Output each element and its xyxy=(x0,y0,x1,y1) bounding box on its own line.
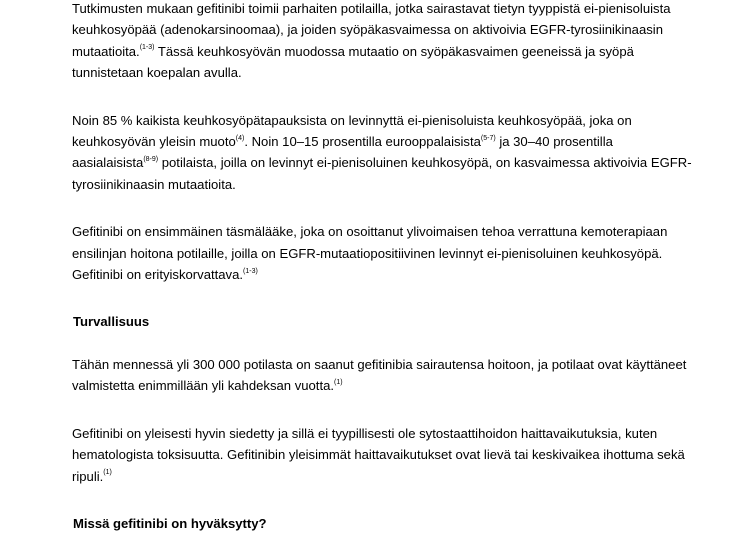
text-line: Gefitinibi on erityiskorvattava.$^{(1-3)}$ xyxy=(72,267,258,283)
paragraph-mutations xyxy=(72,0,712,84)
citation: (1) xyxy=(103,469,112,477)
heading-approval: Missä gefitinibi on hyväksytty? xyxy=(73,515,267,531)
text-line: Tutkimusten mukaan gefitinibi toimii parhaiten potilailla, jotka sairastavat tietyn tyyppistä ei-pienisoluista xyxy=(72,1,671,16)
citation: (4) xyxy=(235,134,245,142)
paragraph-efficacy xyxy=(72,221,712,285)
paragraph-side-effects xyxy=(72,423,712,487)
text-line: keuhkosyöpää (adenokarsinoomaa), ja joiden syöpäkasvaimessa on aktivoivia EGFR-tyrosiinikinaasin xyxy=(72,22,663,38)
paragraph-prevalence xyxy=(72,110,712,196)
citation: (1-3) xyxy=(243,267,258,275)
text-line: ripuli.$^{(1)}$ xyxy=(72,468,112,484)
text-line: tyrosiinikinaasin mutaatioita. xyxy=(72,176,236,192)
text-line: valmistetta enimmillään yli kahdeksan vuotta.$^{(1)}$ xyxy=(72,378,343,394)
citation: (8-9) xyxy=(143,156,159,164)
text-line: tunnistetaan koepalan avulla. xyxy=(72,65,242,81)
text-line: hematologista toksisuutta. Gefitinibin yleisimmät haittavaikutukset ovat lievä tai keskivaikea ihottuma sekä xyxy=(72,447,685,463)
document-page xyxy=(72,0,712,534)
heading-safety: Turvallisuus xyxy=(73,314,150,330)
citation: (5-7) xyxy=(480,134,496,142)
text-line: Gefitinibi on ensimmäinen täsmälääke, joka on osoittanut ylivoimaisen tehoa verrattuna kemoterapiaan xyxy=(72,224,668,240)
paragraph-patients-treated xyxy=(72,354,712,397)
text-line: Gefitinibi on yleisesti hyvin siedetty ja sillä ei tyypillisesti ole sytostaattihoidon haittavaikutuksia, kuten xyxy=(72,425,658,441)
text-line: Noin 85 % kaikista keuhkosyöpätapauksista on levinnyttä ei-pienisoluista keuhkosyöpää, joka on xyxy=(72,112,632,128)
text-line: ensilinjan hoitona potilaille, joilla on EGFR-mutaatiopositiivinen levinnyt ei-pienisoluinen keuhkosyöpä. xyxy=(72,245,663,261)
citation: (1) xyxy=(334,378,343,386)
text-line: aasialaisista$^{(8-9)}$ potilaista, joilla on levinnyt ei-pienisoluinen keuhkosyöpä, on kasvaimessa aktivoivia EGFR- xyxy=(72,155,692,171)
text-line: Tähän mennessä yli 300 000 potilasta on saanut gefitinibia sairautensa hoitoon, ja potilaat ovat käyttäneet xyxy=(72,356,687,372)
text-line: mutaatioita.$^{(1-3)}$ Tässä keuhkosyövän muodossa mutaatio on syöpäkasvaimen geeneissä ja syöpä xyxy=(72,43,634,59)
text-line: keuhkosyövän yleisin muoto$^{(4)}$. Noin 10–15 prosentilla eurooppalaisista$^{(5-7)}$ ja 30–40 prosentilla xyxy=(72,134,613,150)
citation: (1-3) xyxy=(139,44,155,52)
